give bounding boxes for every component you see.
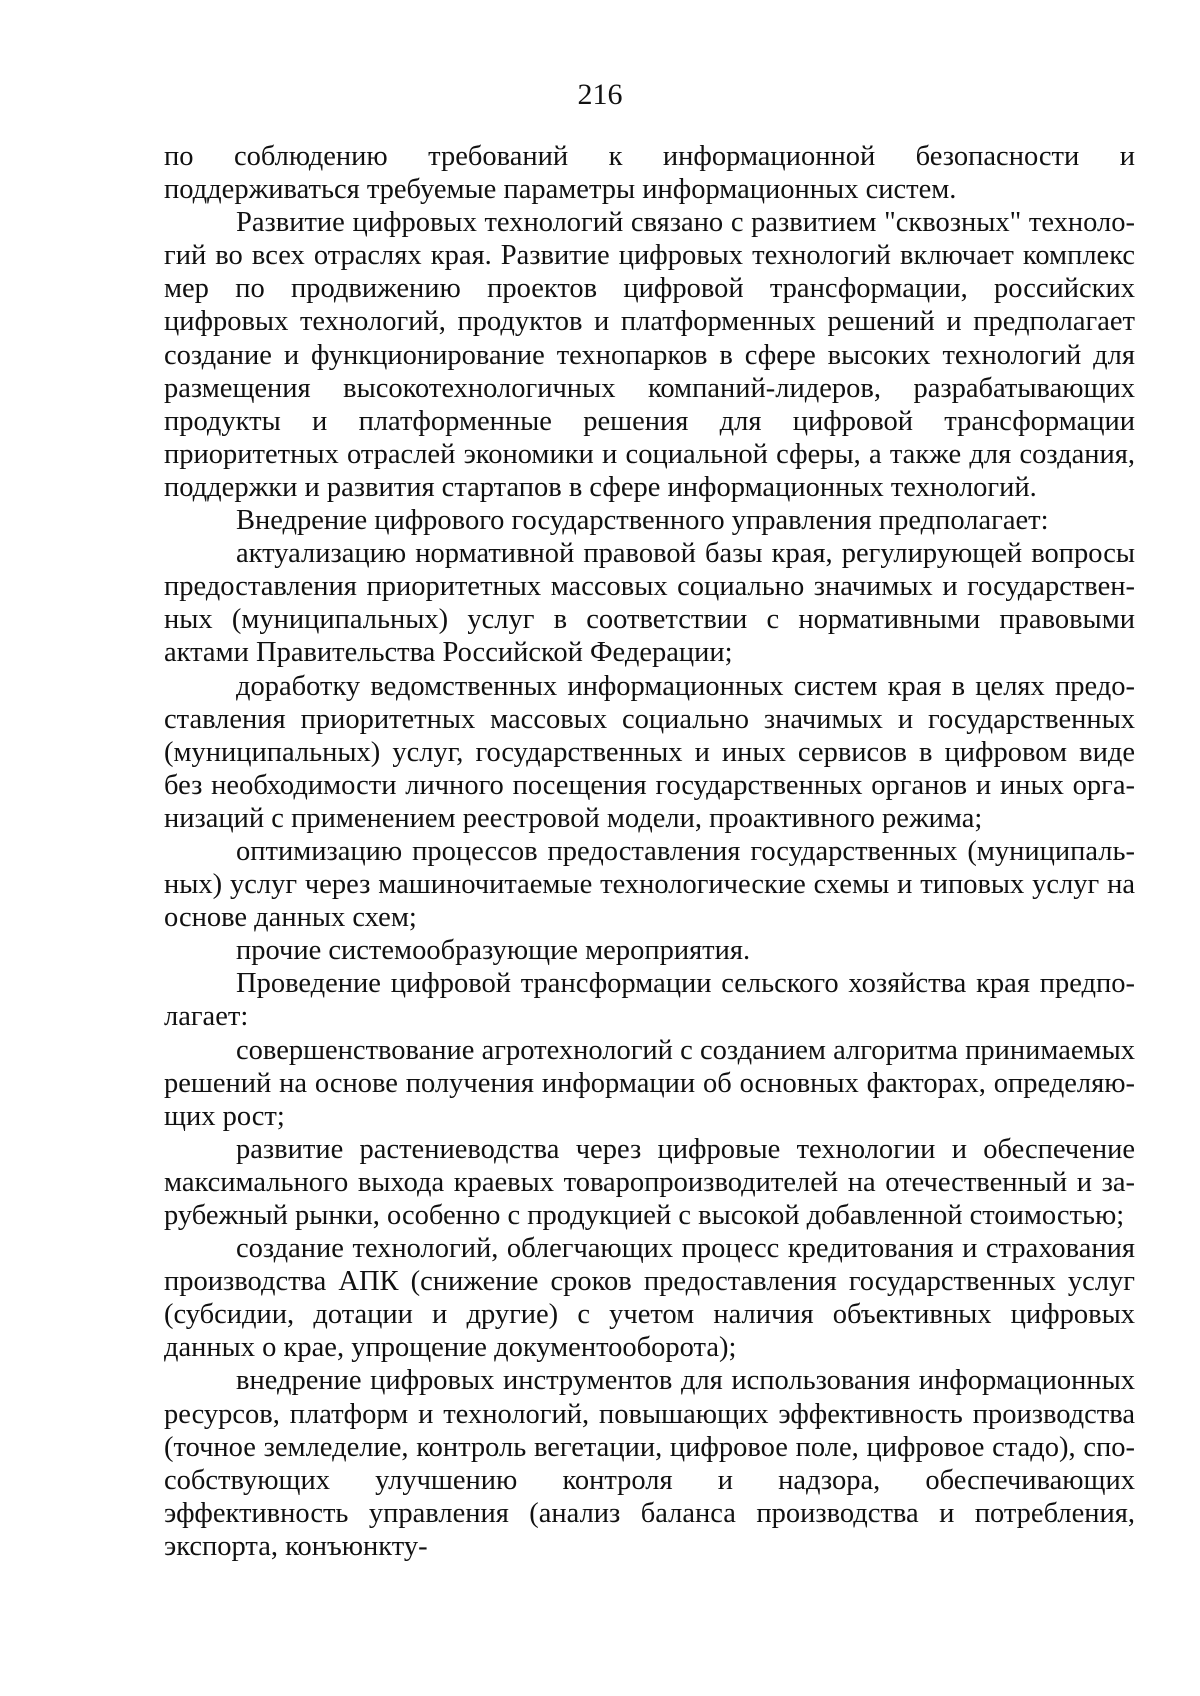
paragraph: внедрение цифровых инструментов для использования информационных ресурсов, платформ и технологий, повышающих эффективность производства (точное земледелие, контроль вегетации, цифровое поле, цифровое стадо), способствующих улучшению контроля и надзора, обеспечивающих эффективность управления (анализ баланса производства и потребления, экспорта, конъюнкту- xyxy=(164,1365,1135,1562)
paragraph: доработку ведомственных информационных систем края в целях предоставления приоритетных массовых социально значимых и государственных (муниципальных) услуг, государственных и иных сервисов в цифровом виде без необходимости личного посещения государственных органов и иных организаций с применением реестровой модели, проактивного режима; xyxy=(164,670,1135,834)
paragraph: по соблюдению требований к информационной безопасности и поддерживаться требуемые параметры информационных систем. xyxy=(164,141,1135,206)
paragraph: Внедрение цифрового государственного управления предполагает: xyxy=(236,505,1049,537)
paragraph: совершенствование агротехнологий с созданием алгоритма принимаемых решений на основе получения информации об основных факторах, определяющих рост; xyxy=(164,1034,1135,1132)
page-number: 216 xyxy=(577,78,623,111)
body-text xyxy=(164,140,1135,1563)
paragraph: оптимизацию процессов предоставления государственных (муниципальных) услуг через машиночитаемые технологические схемы и типовых услуг на основе данных схем; xyxy=(164,835,1135,934)
paragraph: Развитие цифровых технологий связано с развитием "сквозных" технологий во всех отраслях края. Развитие цифровых технологий включает комплекс мер по продвижению проектов цифровой трансформации, российских цифровых технологий, продуктов и платформенных решений и предполагает создание и функционирование технопарков в сфере высоких технологий для размещения высокотехнологичных компаний-лидеров, разрабатывающих продукты и платформенные решения для цифровой трансформации приоритетных отраслей экономики и социальной сферы, а также для создания, поддержки и развития стартапов в сфере информационных технологий. xyxy=(164,207,1135,503)
paragraph: актуализацию нормативной правовой базы края, регулирующей вопросы предоставления приоритетных массовых социально значимых и государственных (муниципальных) услуг в соответствии с нормативными правовыми актами Правительства Российской Федерации; xyxy=(164,538,1135,669)
paragraph: развитие растениеводства через цифровые технологии и обеспечение максимального выхода краевых товаропроизводителей на отечественный и зарубежный рынки, особенно с продукцией с высокой добавленной стоимостью; xyxy=(164,1133,1135,1231)
paragraph: создание технологий, облегчающих процесс кредитования и страхования производства АПК (снижение сроков предоставления государственных услуг (субсидии, дотации и другие) с учетом наличия объективных цифровых данных о крае, упрощение документооборота); xyxy=(164,1233,1135,1364)
paragraph: прочие системообразующие мероприятия. xyxy=(236,935,751,967)
paragraph: Проведение цифровой трансформации сельского хозяйства края предполагает: xyxy=(164,968,1135,1033)
